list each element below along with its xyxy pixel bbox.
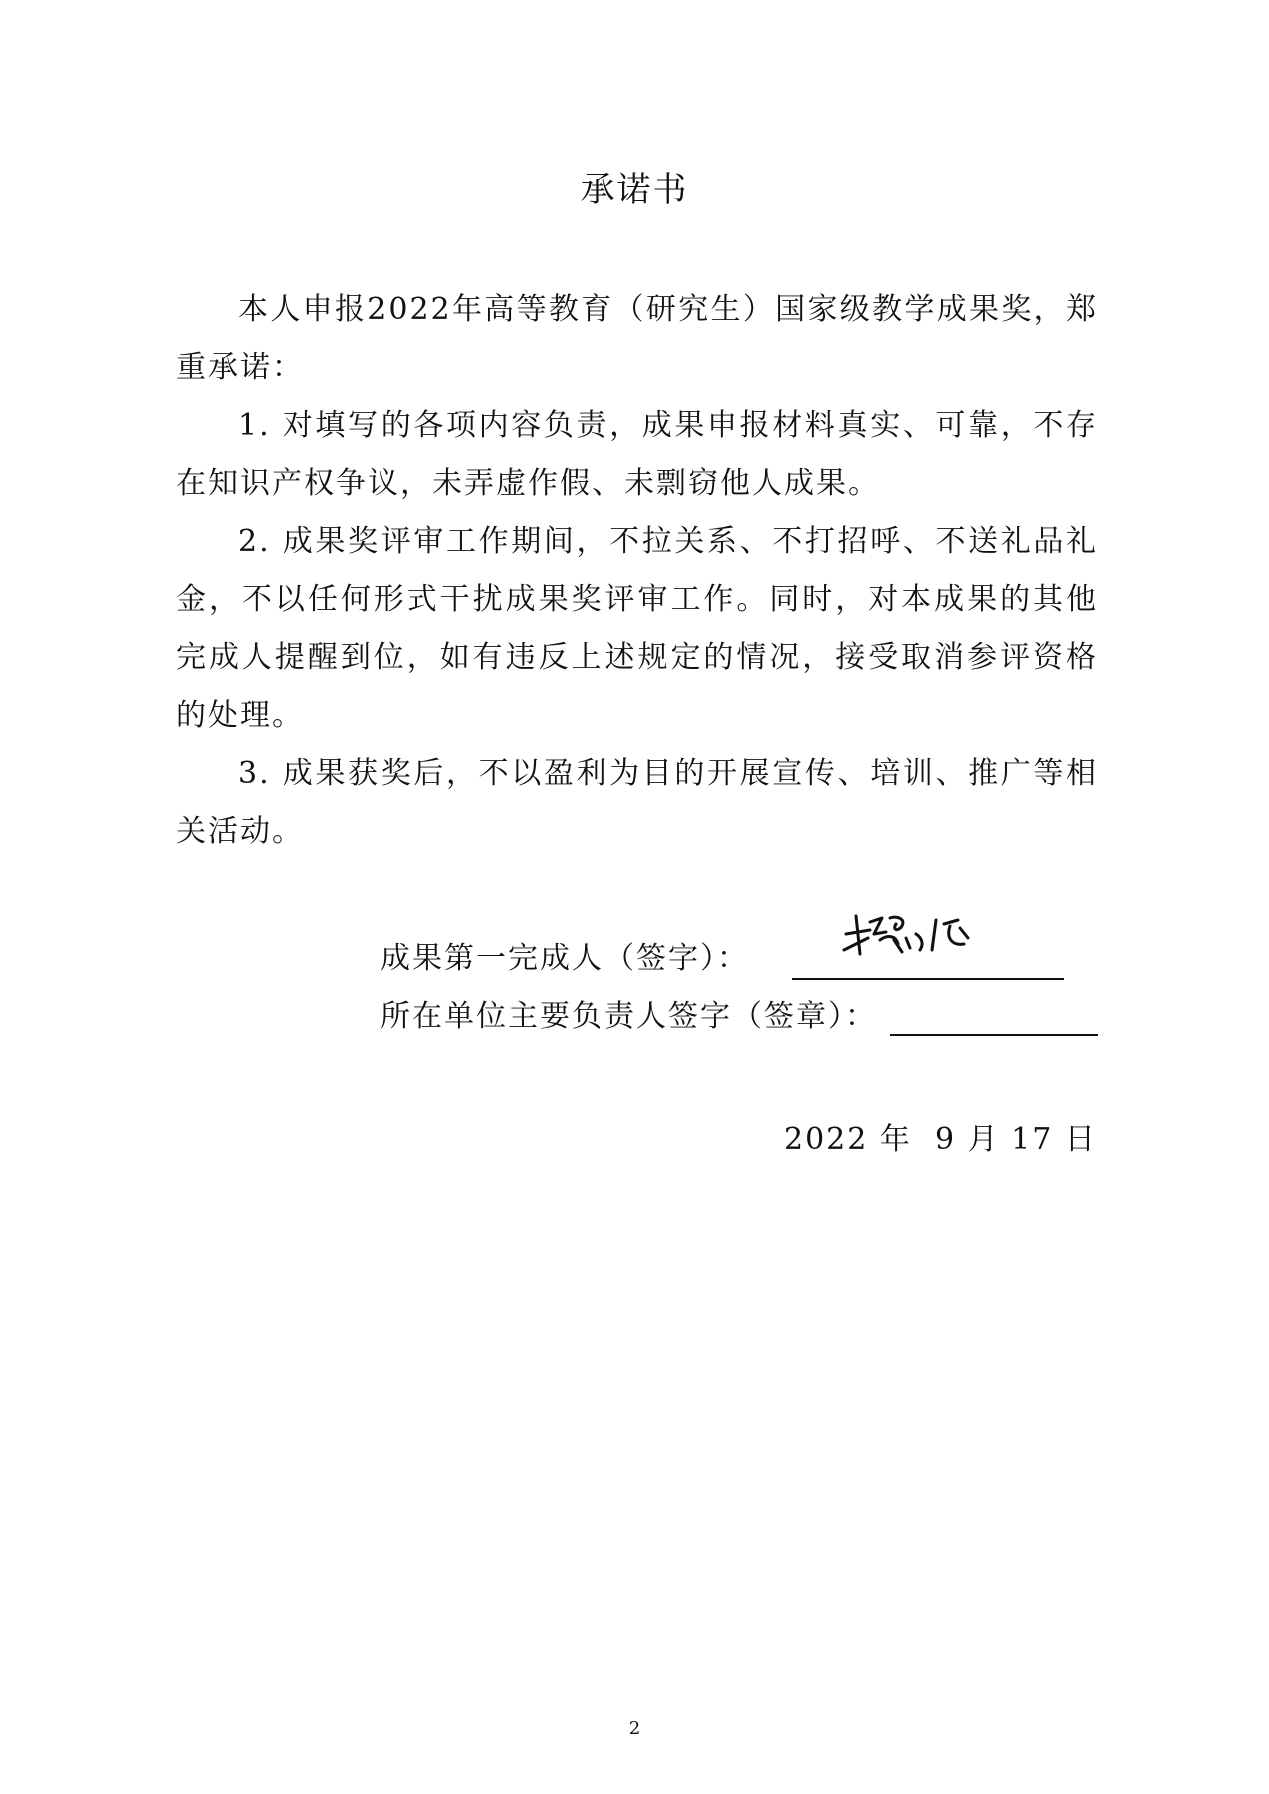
first-completer-signature-row	[380, 930, 1100, 988]
document-body	[176, 281, 1098, 861]
document-date: 2022 年 9 月 17 日	[784, 1122, 1097, 1157]
paragraph-commitment-3: 3. 成果获奖后，不以盈利为目的开展宣传、培训、推广等相关活动。	[176, 756, 1098, 849]
unit-head-label: 所在单位主要负责人签字（签章）：	[380, 999, 877, 1034]
handwritten-signature	[840, 904, 980, 974]
paragraph-intro: 本人申报2022年高等教育（研究生）国家级教学成果奖，郑重承诺：	[176, 292, 1098, 385]
unit-head-signature-row	[380, 988, 1100, 1046]
document-title: 承诺书	[580, 170, 689, 210]
paragraph-commitment-2: 2. 成果奖评审工作期间，不拉关系、不打招呼、不送礼品礼金，不以任何形式干扰成果奖评审工作。同时，对本成果的其他完成人提醒到位，如有违反上述规定的情况，接受取消参评资格的处理。	[176, 524, 1098, 733]
first-completer-signature-line	[792, 978, 1064, 980]
unit-head-signature-line	[890, 1034, 1098, 1036]
page-number: 2	[628, 1718, 641, 1739]
first-completer-label: 成果第一完成人（签字）：	[380, 941, 749, 976]
paragraph-commitment-1: 1. 对填写的各项内容负责，成果申报材料真实、可靠，不存在知识产权争议，未弄虚作假、未剽窃他人成果。	[176, 408, 1098, 501]
signature-block	[380, 930, 1100, 1046]
